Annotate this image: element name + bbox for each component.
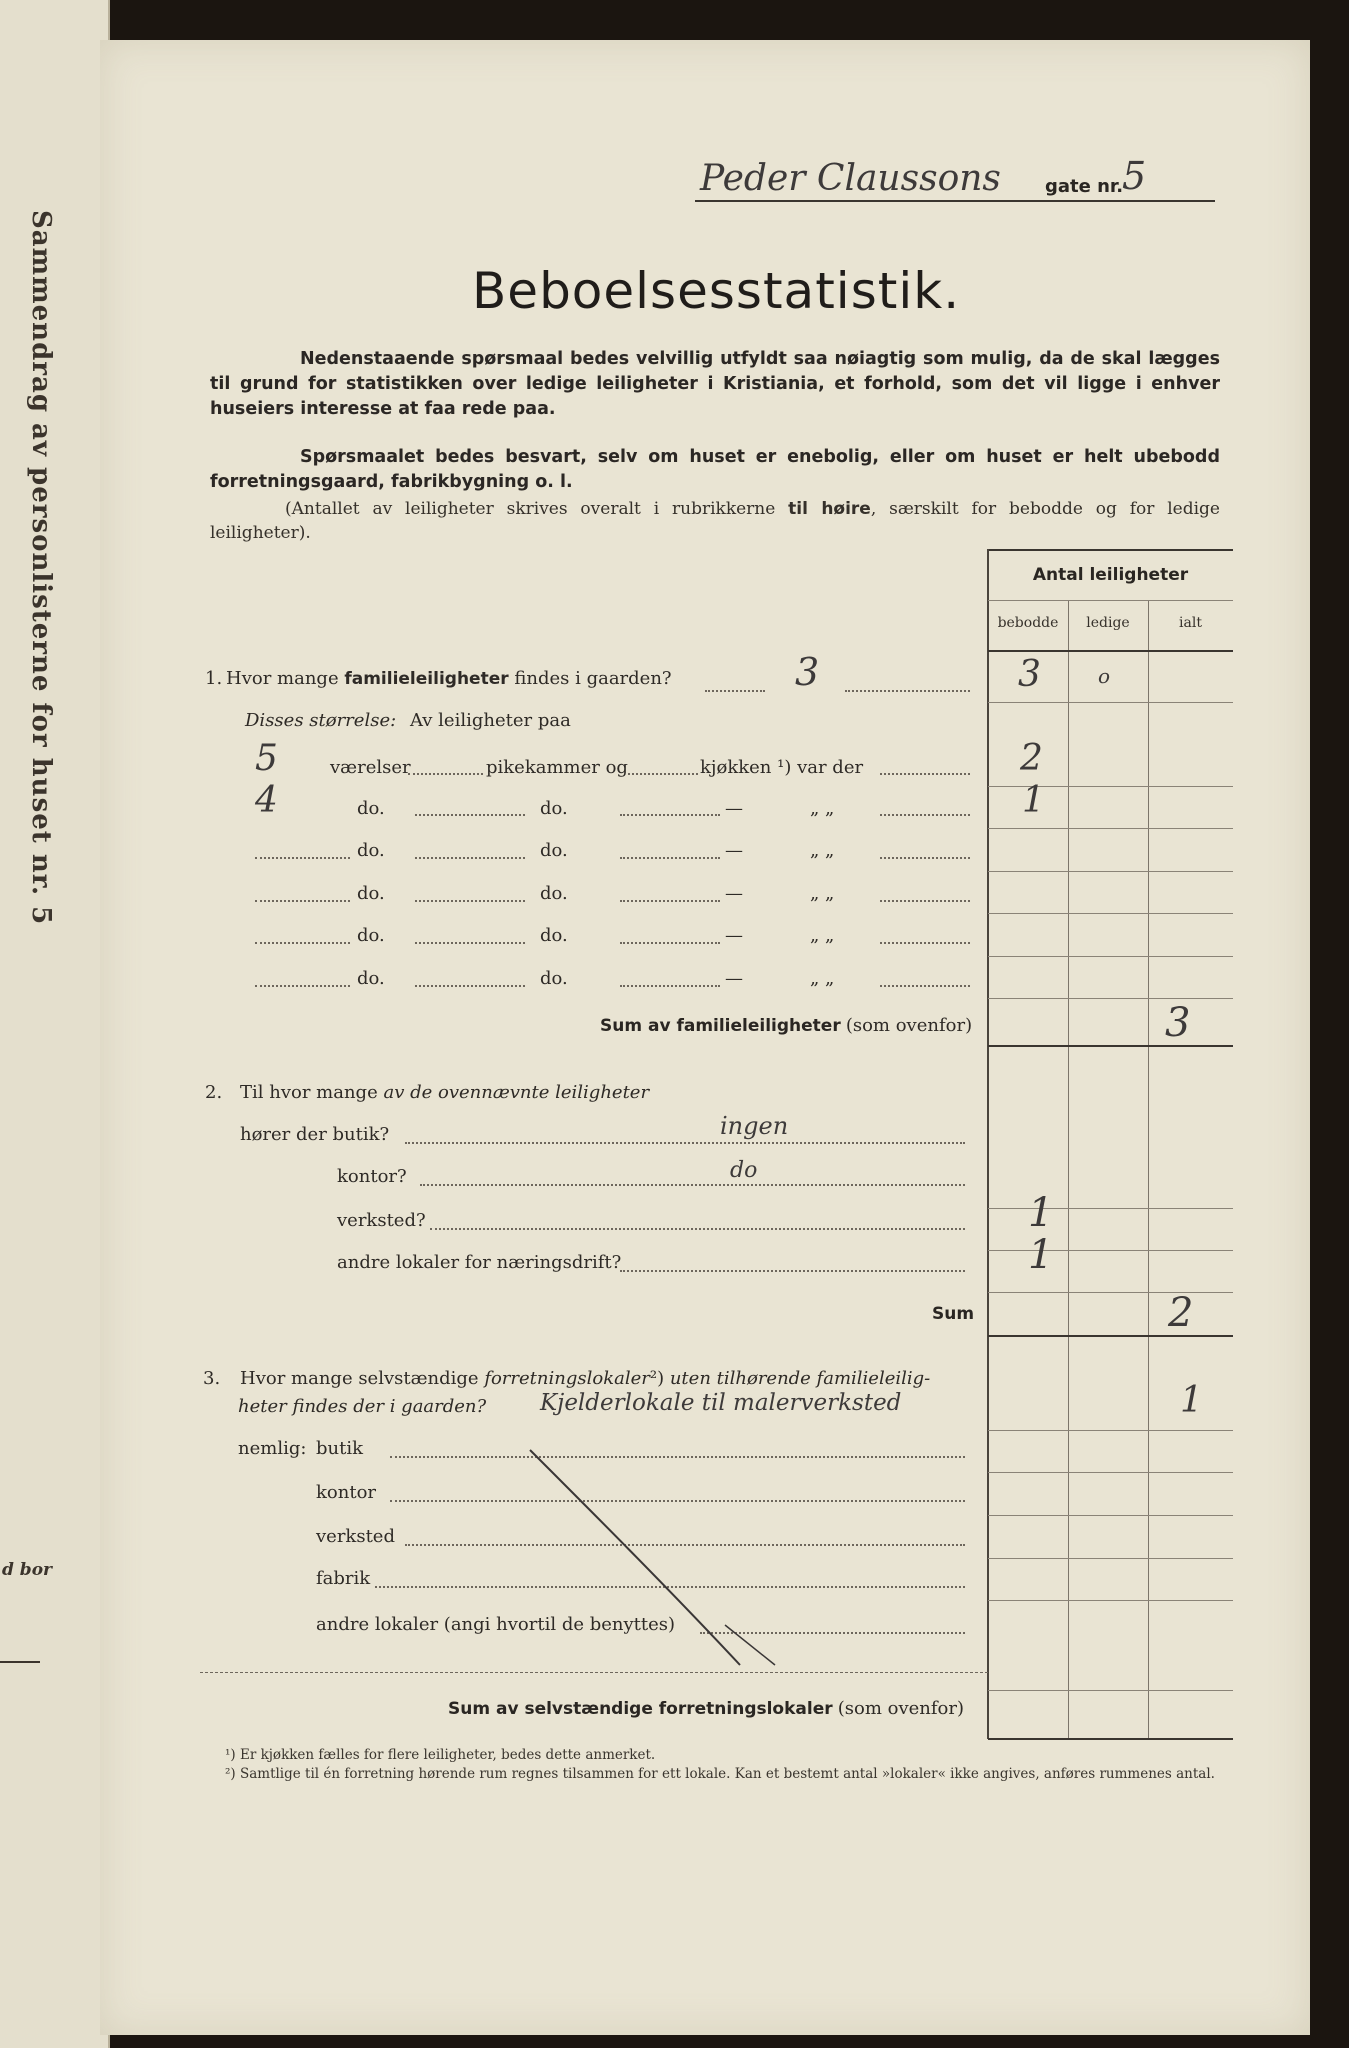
dot-leader bbox=[620, 985, 720, 987]
q1-row6-col4: „ „ bbox=[810, 968, 835, 989]
q3-sum-label-bold: Sum av selvstændige forretningslokaler bbox=[448, 1699, 833, 1719]
col-header-ialt: ialt bbox=[1179, 615, 1202, 631]
q1-text bbox=[226, 668, 672, 689]
row-sep bbox=[988, 1208, 1233, 1209]
dot-leader bbox=[408, 773, 483, 775]
q3-sum-label bbox=[448, 1698, 964, 1719]
dot-leader bbox=[255, 942, 350, 944]
intro-paragraph-2: Spørsmaalet bedes besvart, selv om huset er enebolig, eller om huset er helt ubebodd forretningsgaard, fabrikbygning o. l. bbox=[210, 447, 1220, 492]
q2-sum-label: Sum bbox=[932, 1304, 975, 1324]
col-header-bebodde: bebodde bbox=[997, 615, 1059, 631]
row-sep bbox=[988, 1250, 1233, 1251]
sum3-line bbox=[988, 1738, 1233, 1740]
intro-paragraph-1: Nedenstaaende spørsmaal bedes velvillig utfyldt saa nøiagtig som mulig, da de skal lægges til grund for statistikken over ledige leiligheter i Kristiania, et forhold, som det vil ligge i enhver huseiers interesse at faa rede paa. bbox=[210, 349, 1220, 419]
q3-line1 bbox=[240, 1368, 930, 1389]
col-header-ledige: ledige bbox=[1086, 615, 1130, 631]
q3-item-verksted: verksted bbox=[316, 1526, 395, 1547]
row-sep bbox=[988, 1292, 1233, 1293]
gate-label: gate nr. bbox=[1045, 176, 1124, 197]
q1-leader bbox=[705, 690, 765, 692]
q1-row3-col1: do. bbox=[357, 840, 385, 861]
q1-bebodde-value: 3 bbox=[1018, 654, 1041, 695]
q2-item1-handwritten: ingen bbox=[720, 1112, 789, 1140]
q3-strike-mark bbox=[520, 1440, 800, 1680]
q1-text-emphasis: familieleiligheter bbox=[344, 669, 509, 689]
left-page-rule bbox=[0, 1661, 40, 1663]
q1-sum-label-note: (som ovenfor) bbox=[845, 1015, 973, 1036]
dot-leader bbox=[255, 900, 350, 902]
q1-row4-col3: — bbox=[725, 883, 743, 904]
q1-row2-bebodde: 1 bbox=[1022, 780, 1045, 821]
q2-item2-label: kontor? bbox=[337, 1166, 407, 1187]
dot-leader bbox=[880, 773, 970, 775]
row-sep bbox=[988, 1430, 1233, 1431]
dot-leader bbox=[415, 900, 525, 902]
dot-leader bbox=[620, 814, 720, 816]
q1-row1-col1: værelser bbox=[330, 757, 411, 778]
table-left-border bbox=[987, 549, 989, 1739]
q1-row4-col4: „ „ bbox=[810, 883, 835, 904]
q1-row6-col1: do. bbox=[357, 968, 385, 989]
dot-leader bbox=[430, 1228, 965, 1230]
q1-sum-ialt: 3 bbox=[1165, 1000, 1191, 1046]
dot-leader bbox=[880, 942, 970, 944]
dot-leader bbox=[620, 1270, 965, 1272]
q3-sum-label-note: (som ovenfor) bbox=[837, 1698, 964, 1719]
dot-leader bbox=[405, 1142, 965, 1144]
q2-item3-label: verksted? bbox=[337, 1210, 426, 1231]
dot-leader bbox=[255, 857, 350, 859]
table-header-divider bbox=[988, 600, 1233, 601]
table-col-divider-1 bbox=[1068, 600, 1069, 1740]
table-col-divider-2 bbox=[1148, 600, 1149, 1740]
q3-nemlig: nemlig: bbox=[238, 1438, 307, 1459]
q2-item4-value: 1 bbox=[1028, 1232, 1054, 1278]
row-sep bbox=[988, 913, 1233, 914]
q2-sum-ialt: 2 bbox=[1168, 1290, 1194, 1336]
intro-p3-c: , særskilt for bebodde og for ledige leiligheter). bbox=[210, 499, 1220, 543]
q3-line1-emphasis: forretningslokaler bbox=[484, 1368, 650, 1389]
intro-paragraph-3 bbox=[210, 497, 1220, 545]
q3-item-fabrik: fabrik bbox=[316, 1568, 371, 1589]
form-page bbox=[100, 40, 1310, 2035]
dot-leader bbox=[620, 900, 720, 902]
row-sep bbox=[988, 871, 1233, 872]
q2-text bbox=[240, 1082, 649, 1103]
q1-row3-col4: „ „ bbox=[810, 840, 835, 861]
q1-number: 1. bbox=[205, 668, 223, 689]
q1-row1-rooms: 5 bbox=[255, 738, 278, 779]
row-sep bbox=[988, 956, 1233, 957]
q2-item1-label: hører der butik? bbox=[240, 1124, 390, 1145]
q1-row2-col4: „ „ bbox=[810, 798, 835, 819]
left-page-note: d bor bbox=[2, 1560, 52, 1580]
dot-leader bbox=[415, 942, 525, 944]
row-sep bbox=[988, 998, 1233, 999]
q1-ledige-value: o bbox=[1098, 664, 1111, 688]
footnotes bbox=[225, 1746, 1215, 1784]
dot-leader bbox=[415, 814, 525, 816]
q2-item2-handwritten: do bbox=[730, 1158, 758, 1183]
q3-separator bbox=[200, 1672, 988, 1673]
dot-leader bbox=[415, 857, 525, 859]
q3-handwritten-answer: Kjelderlokale til malerverksted bbox=[540, 1390, 902, 1416]
q1-row4-col1: do. bbox=[357, 883, 385, 904]
page-title: Beboelsesstatistik. bbox=[472, 262, 961, 320]
q1-leader-2 bbox=[845, 690, 970, 692]
q1-row2-rooms: 4 bbox=[255, 780, 278, 821]
q3-line1-footnote: ²) bbox=[649, 1368, 665, 1389]
row-sep bbox=[988, 1600, 1233, 1601]
table-group-header: Antal leiligheter bbox=[1032, 565, 1189, 585]
dot-leader bbox=[620, 857, 720, 859]
q1-row2-col1: do. bbox=[357, 798, 385, 819]
dot-leader bbox=[880, 857, 970, 859]
q2-text-a: Til hvor mange bbox=[240, 1082, 378, 1103]
q3-line2: heter findes der i gaarden? bbox=[238, 1396, 487, 1417]
row-sep bbox=[988, 1690, 1233, 1691]
sum2-line bbox=[988, 1335, 1233, 1337]
q1-row3-col3: — bbox=[725, 840, 743, 861]
q2-number: 2. bbox=[205, 1082, 223, 1103]
row-sep bbox=[988, 1515, 1233, 1516]
q2-item3-value: 1 bbox=[1028, 1190, 1054, 1236]
q1-handwritten-answer: 3 bbox=[795, 650, 820, 694]
q1-text-c: findes i gaarden? bbox=[514, 668, 672, 689]
q1-row5-col3: — bbox=[725, 925, 743, 946]
intro-p3-emphasis: til høire bbox=[788, 499, 871, 519]
q3-ialt: 1 bbox=[1180, 1380, 1203, 1421]
left-page-vertical-text: Sammendrag av personlisterne for huset nr. 5 bbox=[26, 210, 56, 926]
q1-row6-col3: — bbox=[725, 968, 743, 989]
q1-sizes-label: Disses størrelse: bbox=[245, 710, 397, 731]
q3-item-kontor: kontor bbox=[316, 1482, 377, 1503]
q1-row4-col2: do. bbox=[540, 883, 568, 904]
q3-number: 3. bbox=[203, 1368, 221, 1389]
footnote-1: ¹) Er kjøkken fælles for flere leiligheter, bedes dette anmerket. bbox=[225, 1747, 656, 1763]
intro-p3-a: (Antallet av leiligheter skrives overalt i rubrikkerne bbox=[285, 499, 789, 519]
q1-sum-label-bold: Sum av familieleiligheter bbox=[600, 1016, 841, 1036]
q1-row5-col4: „ „ bbox=[810, 925, 835, 946]
q1-row5-col1: do. bbox=[357, 925, 385, 946]
q2-item4-label: andre lokaler for næringsdrift? bbox=[337, 1252, 622, 1273]
street-underline bbox=[695, 200, 1215, 202]
row-sep bbox=[988, 1472, 1233, 1473]
row-sep bbox=[988, 828, 1233, 829]
dot-leader bbox=[255, 985, 350, 987]
dot-leader bbox=[628, 773, 698, 775]
row-sep bbox=[988, 1558, 1233, 1559]
q1-row1-col3: kjøkken ¹) var der bbox=[700, 757, 864, 778]
footnote-2: ²) Samtlige til én forretning hørende rum regnes tilsammen for ett lokale. Kan et bestemt antal »lokaler« ikke angives, anføres rummenes antal. bbox=[225, 1766, 1215, 1782]
q1-sum-label bbox=[600, 1015, 972, 1036]
sum1-line bbox=[988, 1045, 1233, 1047]
street-name-handwritten: Peder Claussons bbox=[700, 158, 1001, 199]
left-adjacent-page bbox=[0, 0, 110, 2048]
q1-sizes-label-2: Av leiligheter paa bbox=[410, 710, 571, 731]
dot-leader bbox=[620, 942, 720, 944]
q1-row1-col2: pikekammer og bbox=[486, 757, 628, 778]
dot-leader bbox=[415, 985, 525, 987]
gate-number-handwritten: 5 bbox=[1122, 154, 1147, 198]
row-sep bbox=[988, 702, 1233, 703]
q1-row5-col2: do. bbox=[540, 925, 568, 946]
q1-row2-col2: do. bbox=[540, 798, 568, 819]
dot-leader bbox=[880, 900, 970, 902]
dot-leader bbox=[880, 814, 970, 816]
q3-item-andre: andre lokaler (angi hvortil de benyttes) bbox=[316, 1614, 676, 1635]
table-top-border bbox=[988, 549, 1233, 551]
q1-row1-bebodde: 2 bbox=[1020, 738, 1043, 779]
q1-text-a: Hvor mange bbox=[226, 668, 339, 689]
q3-item-butik: butik bbox=[316, 1438, 364, 1459]
q1-row2-col3: — bbox=[725, 798, 743, 819]
table-header-bottom bbox=[988, 650, 1233, 652]
q1-row3-col2: do. bbox=[540, 840, 568, 861]
q2-text-emphasis: av de ovennævnte leiligheter bbox=[383, 1082, 650, 1103]
q3-line1-a: Hvor mange selvstændige bbox=[240, 1368, 479, 1389]
q1-row6-col2: do. bbox=[540, 968, 568, 989]
dot-leader bbox=[880, 985, 970, 987]
q3-line1-d: uten tilhørende familieleilig- bbox=[669, 1368, 931, 1389]
dot-leader bbox=[420, 1184, 965, 1186]
